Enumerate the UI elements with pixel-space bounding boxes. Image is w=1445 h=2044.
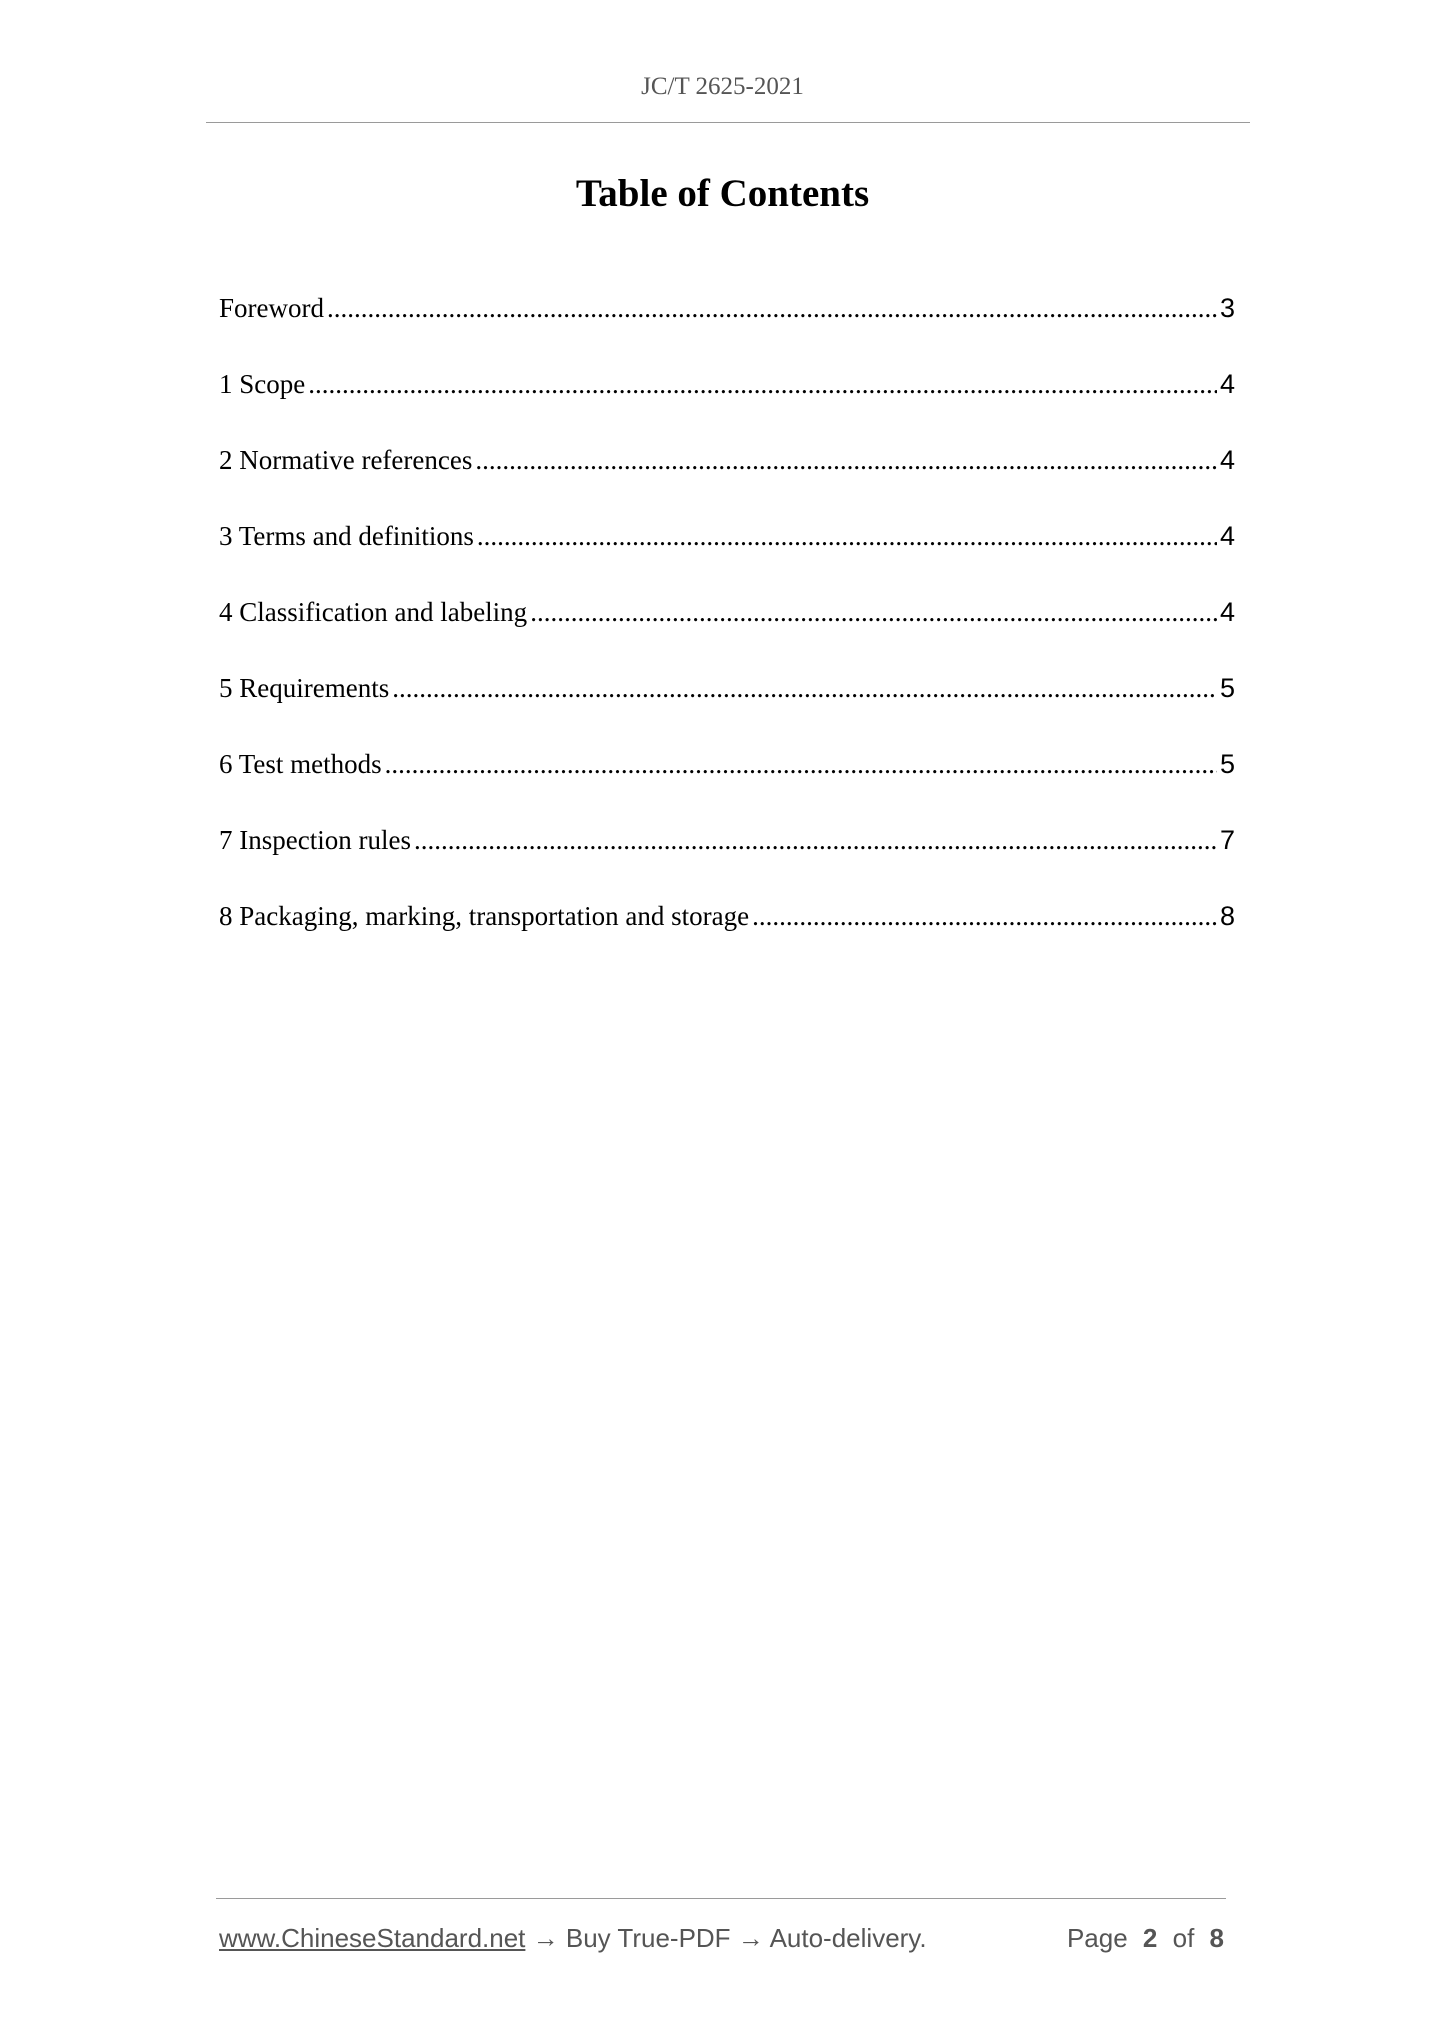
page-word: Page [1066,1923,1128,1953]
table-of-contents [219,290,1235,974]
toc-entry-inspection-rules[interactable] [219,822,1235,898]
header-divider [206,122,1250,123]
toc-dot-leader [392,670,1217,706]
toc-dot-leader [477,518,1217,554]
toc-entry-page: 5 [1219,749,1235,779]
toc-entry-terms-definitions[interactable] [219,518,1235,594]
toc-entry-page: 4 [1219,445,1235,475]
toc-entry-page: 3 [1219,293,1235,323]
page-current: 2 [1142,1923,1158,1953]
toc-entry-classification-labeling[interactable] [219,594,1235,670]
toc-entry-test-methods[interactable] [219,746,1235,822]
toc-dot-leader [475,442,1217,478]
toc-dot-leader [308,366,1217,402]
toc-dot-leader [752,898,1217,934]
footer-divider [216,1898,1226,1899]
footer-promo-text: → Buy True-PDF → Auto-delivery. [525,1923,927,1953]
toc-entry-page: 8 [1219,901,1235,931]
toc-entry-label: 5 Requirements [219,673,390,703]
footer-promo [219,1920,927,1956]
page-footer [219,1920,1224,1956]
toc-entry-page: 4 [1219,597,1235,627]
toc-entry-page: 4 [1219,369,1235,399]
page-indicator [1067,1920,1224,1956]
toc-entry-foreword[interactable] [219,290,1235,366]
toc-entry-label: 4 Classification and labeling [219,597,528,627]
running-header: JC/T 2625-2021 [641,73,804,100]
toc-entry-label: 8 Packaging, marking, transportation and storage [219,901,750,931]
page-title: Table of Contents [575,172,870,215]
toc-dot-leader [385,746,1217,782]
toc-entry-label: 2 Normative references [219,445,473,475]
toc-entry-label: Foreword [219,293,324,323]
page-total: 8 [1209,1923,1224,1953]
toc-entry-packaging[interactable] [219,898,1235,974]
toc-entry-page: 5 [1219,673,1235,703]
toc-entry-page: 4 [1219,521,1235,551]
toc-entry-label: 1 Scope [219,369,306,399]
toc-entry-label: 6 Test methods [219,749,382,779]
toc-entry-normative-references[interactable] [219,442,1235,518]
page-of-word: of [1172,1923,1195,1953]
toc-entry-page: 7 [1219,825,1235,855]
toc-entry-label: 3 Terms and definitions [219,521,474,551]
toc-dot-leader [327,290,1217,326]
toc-dot-leader [414,822,1217,858]
website-link[interactable]: www.ChineseStandard.net [219,1923,526,1953]
toc-entry-label: 7 Inspection rules [219,825,411,855]
toc-entry-scope[interactable] [219,366,1235,442]
toc-entry-requirements[interactable] [219,670,1235,746]
toc-dot-leader [530,594,1217,630]
